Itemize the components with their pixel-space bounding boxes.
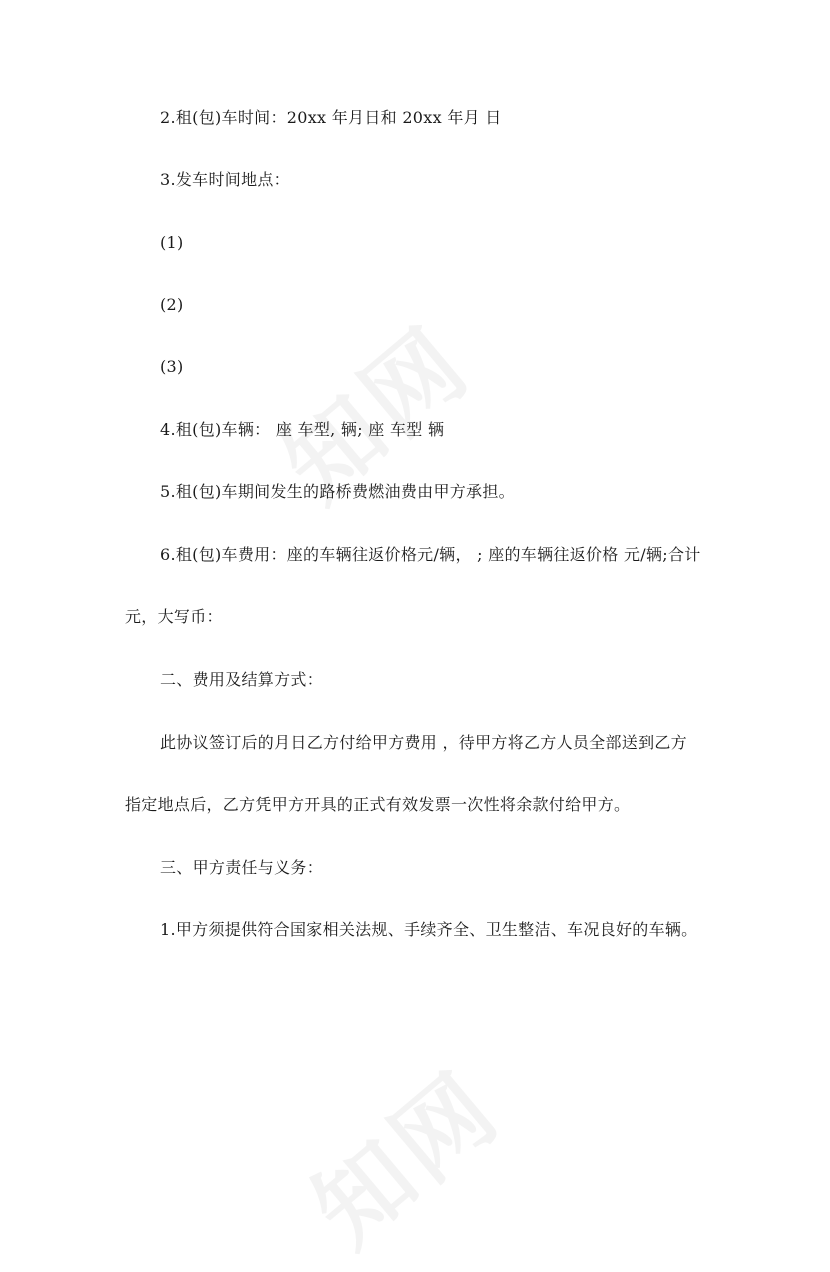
paragraph-payment: 此协议签订后的月日乙方付给甲方费用 ，待甲方将乙方人员全部送到乙方	[160, 733, 687, 752]
section-heading-party-a: 三、甲方责任与义务：	[160, 858, 324, 877]
list-item-3: (3)	[160, 357, 184, 376]
clause-rental-time: 2.租(包)车时间：20xx 年月日和 20xx 年月 日	[160, 108, 502, 127]
clause-fees: 6.租(包)车费用：座的车辆往返价格元/辆， ; 座的车辆往返价格 元/辆;合计	[160, 545, 701, 564]
clause-departure: 3.发车时间地点：	[160, 170, 290, 189]
watermark	[280, 1035, 524, 1271]
clause-tolls: 5.租(包)车期间发生的路桥费燃油费由甲方承担。	[160, 482, 515, 501]
list-item-1: (1)	[160, 233, 184, 252]
paragraph-payment-continued: 指定地点后，乙方凭甲方开具的正式有效发票一次性将余款付给甲方。	[125, 795, 631, 814]
clause-fees-continued: 元，大写币：	[125, 607, 223, 626]
clause-party-a-1: 1.甲方须提供符合国家相关法规、手续齐全、卫生整洁、车况良好的车辆。	[160, 920, 698, 939]
list-item-2: (2)	[160, 295, 184, 314]
section-heading-payment: 二、费用及结算方式：	[160, 670, 324, 689]
clause-vehicles: 4.租(包)车辆： 座 车型, 辆; 座 车型 辆	[160, 420, 445, 439]
